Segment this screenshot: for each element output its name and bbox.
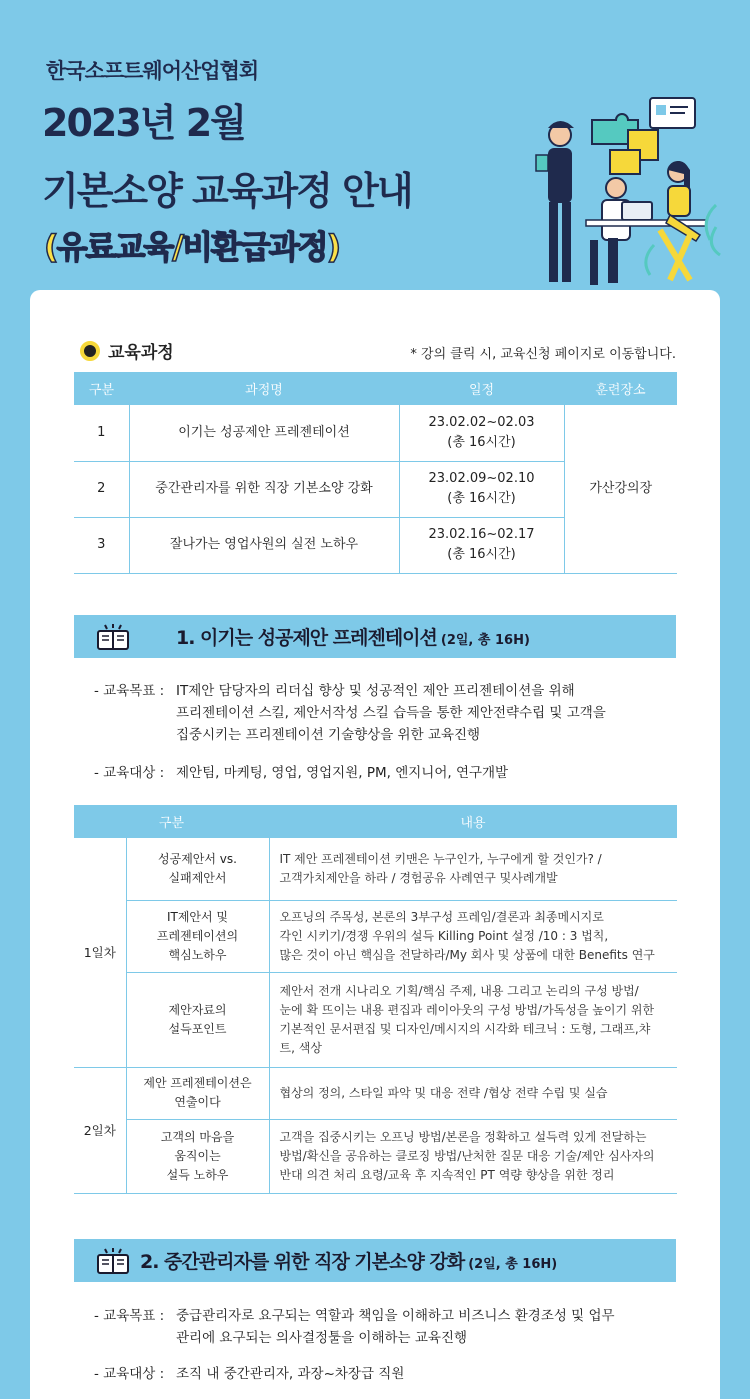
table-row: [74, 1119, 677, 1193]
goal-label: - 교육목표 :: [94, 1308, 165, 1324]
topic-cell: 고객의 마음을 움직이는 설득 노하우: [126, 1119, 269, 1193]
bullet-dot-icon: [80, 341, 100, 361]
goal-line: 집중시키는 프리젠테이션 기술향상을 위한 교육진행: [176, 727, 481, 743]
team-puzzle-illustration: [530, 90, 730, 290]
course2-info: [94, 1305, 666, 1385]
table-row: [74, 900, 677, 972]
col-header-location: 훈련장소: [564, 372, 677, 405]
hero-banner: [0, 0, 750, 300]
content-cell: 고객을 집중시키는 오프닝 방법/본론을 정확하고 설득력 있게 전달하는 방법/확신을 공유하는 클로징 방법/난처한 질문 대응 기술/제안 심사자의 반대 의견 처리 요령/교육 후 지속적인 PT 역량 향상을 위한 정리: [269, 1119, 677, 1193]
content-cell: 제안서 전개 시나리오 기획/핵심 주제, 내용 그리고 논리의 구성 방법/ 눈에 확 뜨이는 내용 편집과 레이아웃의 구성 방법/가독성을 높이기 위한 기본적인 문서편집 및 디자인/메시지의 시각화 테크닉 : 도형, 그래프,챠 트, 색상: [269, 972, 677, 1067]
goal-line: IT제안 담당자의 리더십 향상 및 성공적인 제안 프리젠테이션을 위해: [176, 683, 575, 699]
topic-cell: 제안자료의 설득포인트: [126, 972, 269, 1067]
topic-cell: IT제안서 및 프레젠테이션의 핵심노하우: [126, 900, 269, 972]
table-row: [74, 972, 677, 1067]
subtitle: (유료교육/비환급과정): [44, 228, 340, 266]
course1-info: [94, 680, 636, 784]
course2-duration: (2일, 총 16H): [468, 1257, 558, 1272]
course-name-link[interactable]: 이기는 성공제안 프레젠테이션: [129, 405, 399, 461]
click-note: * 강의 클릭 시, 교육신청 페이지로 이동합니다.: [410, 347, 676, 362]
course1-duration: (2일, 총 16H): [440, 633, 530, 648]
course-date: 23.02.09~02.10 (총 16시간): [399, 461, 564, 517]
title-line-2: 기본소양 교육과정 안내: [42, 169, 412, 213]
col-header-name: 과정명: [129, 372, 399, 405]
content-cell: 협상의 정의, 스타일 파악 및 대응 전략 /협상 전략 수립 및 실습: [269, 1067, 677, 1119]
table-header-row: [74, 805, 677, 838]
target-label: - 교육대상 :: [94, 765, 165, 781]
goal-label: - 교육목표 :: [94, 683, 165, 699]
topic-cell: 성공제안서 vs. 실패제안서: [126, 838, 269, 900]
table-row[interactable]: [74, 405, 677, 461]
course-no: 3: [74, 517, 129, 573]
col-header-no: 구분: [74, 372, 129, 405]
org-name: 한국소프트웨어산업협회: [46, 59, 259, 83]
course-date: 23.02.16~02.17 (총 16시간): [399, 517, 564, 573]
goal-line: 관리에 요구되는 의사결정툴을 이해하는 교육진행: [176, 1330, 468, 1346]
course2-banner: [74, 1239, 676, 1282]
target-label: - 교육대상 :: [94, 1366, 165, 1382]
course-no: 1: [74, 405, 129, 461]
col-header-content: 내용: [269, 805, 677, 838]
goal-line: 프리젠테이션 스킬, 제안서작성 스킬 습득을 통한 제안전략수립 및 고객을: [176, 705, 606, 721]
course1-title: 1. 이기는 성공제안 프레젠테이션: [176, 627, 437, 649]
table-header-row: [74, 372, 677, 405]
course2-title: 2. 중간관리자를 위한 직장 기본소양 강화: [140, 1251, 465, 1273]
courses-section-title: 교육과정: [108, 343, 174, 363]
day-label: 1일차: [74, 838, 126, 1067]
book-icon: [96, 624, 130, 650]
book-icon: [96, 1248, 130, 1274]
course1-curriculum-table: [74, 805, 677, 1194]
table-row: [74, 838, 677, 900]
col-header-category: 구분: [74, 805, 269, 838]
course-location: 가산강의장: [564, 405, 677, 573]
topic-cell: 제안 프레젠테이션은 연출이다: [126, 1067, 269, 1119]
target-text: 조직 내 중간관리자, 과장~차장급 직원: [176, 1366, 405, 1382]
col-header-date: 일정: [399, 372, 564, 405]
course-name-link[interactable]: 잘나가는 영업사원의 실전 노하우: [129, 517, 399, 573]
content-cell: IT 제안 프레젠테이션 키맨은 누구인가, 누구에게 할 것인가? / 고객가치제안을 하라 / 경험공유 사례연구 및사례개발: [269, 838, 677, 900]
title-line-1: 2023년 2월: [42, 101, 245, 145]
course1-banner: [74, 615, 676, 658]
course-date: 23.02.02~02.03 (총 16시간): [399, 405, 564, 461]
content-cell: 오프닝의 주목성, 본론의 3부구성 프레임/결론과 최종메시지로 각인 시키기/경쟁 우위의 설득 Killing Point 설정 /10 : 3 법칙, 많은 것이 아닌 핵심을 전달하라/My 회사 및 상품에 대한 Benefits 연구: [269, 900, 677, 972]
course-schedule-table: [74, 372, 677, 574]
day-label: 2일차: [74, 1067, 126, 1193]
course-name-link[interactable]: 중간관리자를 위한 직장 기본소양 강화: [129, 461, 399, 517]
target-text: 제안팀, 마케팅, 영업, 영업지원, PM, 엔지니어, 연구개발: [176, 765, 509, 781]
courses-section-heading: [80, 338, 174, 363]
goal-line: 중급관리자로 요구되는 역할과 책임을 이해하고 비즈니스 환경조성 및 업무: [176, 1308, 615, 1324]
course-no: 2: [74, 461, 129, 517]
table-row: [74, 1067, 677, 1119]
